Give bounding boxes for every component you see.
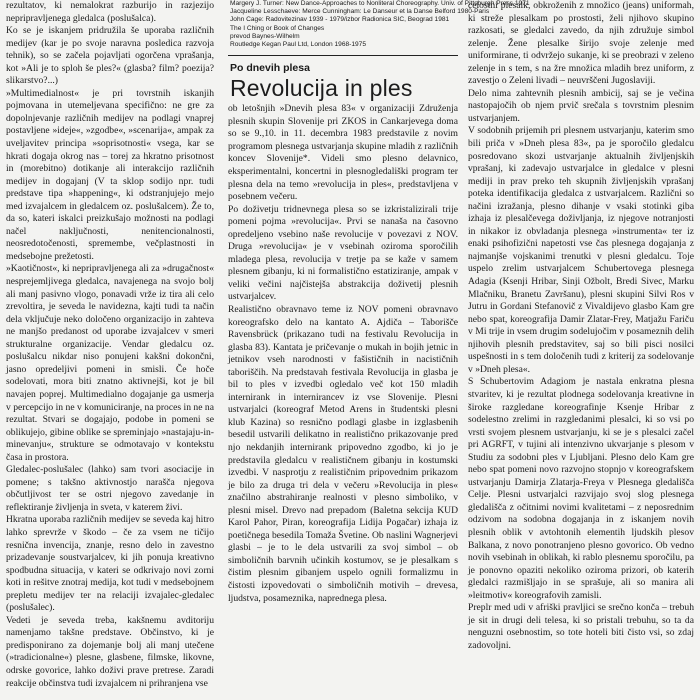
paragraph: ob letošnjih »Dnevih plesa 83« v organizaciji Združenja plesnih skupin Slovenije pri ZKOS in Cankarjevega doma so se 9.,10. in 11. decembra 1983 predstavile z novim programom plesnega ustvarjanja skupine mladih z različnih koncev Slovenije*. Videli smo plesno delavnico, eksperimentalni, koncertni in plesnogledališki program ter plesna dela na temo »revolucija in ples«, predstavljena v posebnem večeru. bbox=[228, 103, 458, 203]
section-divider bbox=[228, 55, 458, 56]
reference-item: The I Ching or Book of Changes bbox=[230, 24, 325, 32]
paragraph: »Multimedialnost« je pri tovrstnih iskanjih pojmovana in utemeljevana specifično: ne gre za dopolnjevanje različnih medijev na podlagi vnaprej postavljene »ideje«, »zgodbe«, »scenarija«, ampak za uveljavitev principa »soprisotnosti« vsega, kar se hkrati dogaja okrog nas – torej za hkratno prisotnost in (morebitno) dotikanje ali interakcijo različnih medijev in dogajanj (V ta sklop sodijo npr. tudi predstave tipa »happening«, ki odstranjujejo mejo med izvajalcem in gledalcem oz. poslušalcem). Že to, da so, kateri iskalci preizkušajo možnosti na podlagi načel naključnosti, nenitencionalnosti, neosredotočenosti, spremembe, večplastnosti in medsebojne prežetosti. bbox=[6, 87, 214, 262]
reference-item: Jacqueline Lesschaeve: Merce Cunningham: Le Danseur et la Danse Belford 1980-Paris bbox=[230, 8, 490, 16]
article-kicker: Po dnevih plesa bbox=[230, 62, 310, 75]
paragraph: Ko se je iskanjem pridružila še uporaba različnih medijev (kar je po svoje naravna posledica razvoja tehnik), so se začela pojavljati ogorčena vprašanja, kot »Ali je to sploh še ples?« (glasba? film? poezija? slikarstvo?...) bbox=[6, 25, 214, 87]
reference-item: prevod Baynes-Wilhelm bbox=[230, 32, 300, 40]
reference-item: Margery J. Turner: New Dance-Approaches to Nonliteral Choreography. Univ. of Pittsburgh Press 1971 bbox=[230, 0, 530, 7]
reference-item: John Cage: Radovitezinav 1939 - 1979/izbor Radionica SIC, Beograd 1981 bbox=[230, 16, 450, 24]
column-right-text bbox=[468, 0, 694, 652]
column-right bbox=[468, 0, 694, 700]
paragraph: Po doživetju tridnevnega plesa so se izkristalizirali trije pomeni pojma »revolucija«. Prvi se nanaša na časovno opredeljeno vsebino naše revolucije v povezavi z NOV. Druga »revolucija« je v vsebinah oziroma sporočilih mladega plesa, revolucija v tretje pa se kaže v samem plesnem gibanju, ki ni formalistično estatiziranje, ampak v veliki večini najčistejša abstrakcija doživetij plesnih ustvarjalcev. bbox=[228, 203, 458, 303]
paragraph: »Kaotičnost«, ki nepripravljenega ali za »drugačnost« nesprejemljivega gledalca, navajenega na svojo bolj ali manj pasivno vlogo, ponavadi vrže iz tira ali celo zrevoltira, je seveda le navidezna, kajti tudi ta način dela vključuje neko določeno organizacijo in zahteva ne manjšo predanost od uporabe izvajalcev v smeri strukturalne organizacije. Vendar gledalcu oz. poslušalcu nikdar niso ponujeni kakšni dokončni, jasno opredeljivi pomeni in smisli. Če hoče sodelovati, mora biti znatno aktivnejši, kot je bil navajen poprej. Multimedialno dogajanje ga usmerja v percepcijo in ne v komuniciranje, na proces in ne na rezultat. Stvari se dogajajo, podobe in pomeni se oblikujejo, gibine oblike se spreminjajo »nastajaju-in-minevanju«, strukture se odmotavajo v kontekstu časa in prostora. bbox=[6, 263, 214, 463]
paragraph: Vedeti je seveda treba, kakšnemu avditoriju namenjamo takšne predstave. Občinstvo, ki je predisponirano za dojemanje bolj ali manj utečene (»tradicionalne«) plesne, glasbene, filmske, likovne, odrske govorice, lahko doživi prave pretrese. Zaradi reakcije občinstva tudi izvajalcem ni prihranjena vse bbox=[6, 614, 214, 689]
paragraph: S Schubertovim Adagiom je nastala enkratna plesna stvaritev, ki je rezultat plodnega sodelovanja kreativne in široke razgledane koreografinje Ksenje Hribar z sodelestno zrelimi in razgledanimi plesalci, ki so vsi po vrsti svojem plesnem ustvarjanju, ki se je s plesalci začel pri AGRFT, v tujini ali intenzivno ukvarjanje s plesom v Studiu za sodobni ples v Ljubljani. Plesno delo Kam gre nebo spat pomeni novo razvojno stopnjo v koreografskem ustvarjanju Damirja Zlatarja-Freya v Plesnega gledališča Celje. Plesni ustvarjalci razvijajo svoj slog plesnega gledališča z očitnimi novimi kvalitetami – z neposrednim odzivom na sodobna dogajanja in z iskanjem novih plesnih oblik v avtohtonih elementih ljudskih plesov Balkana, z novo ponotranjeno plesno govorico. Ob vedno novih vsebinah in oblikah, ki rablo plesnemu sporočilu, pa je ponovno opaziti nekoliko oziroma prizori, ob katerih gledalci razmišljajo in se sprašuje, ali so manira ali »leitmotiv« koreografovih zamisli. bbox=[468, 376, 694, 601]
paragraph: Delo nima zahtevnih plesnih ambicij, saj se je večina nastopajočih ob njem prvič srečala s tovrstnim plesnim ustvarjanjem. bbox=[468, 87, 694, 124]
article-headline: Revolucija in ples bbox=[230, 75, 413, 102]
column-middle-text bbox=[228, 103, 458, 605]
reference-list bbox=[228, 0, 530, 49]
paragraph: V sodobnih prijemih pri plesnem ustvarjanju, katerim smo bili priča v »Dneh plesa 83«, pa je sporočilo gledalcu posredovano skozi ustvarjanje aktualnih življenjskih vprašanj, ki zadevajo ustvarjalce in gledalce v plesni mediji in prav preko teh skupnih življenjskih vprašanj poteka identifikacija gledalca z ustvarjalcem. Različni so načini izražanja, plesno dihanje v vsaki stotinki giba izhaja iz plesalčevega doživljanja, iz njegove notranjosti in nikakor iz obvladanja plesnega »instrumenta« ter iz enaki psihofizični napetosti vse čas plesnega dogajanja z najmanjše vojskanimi trenutki v plesni gledalcu. Toje uspelo zrelim ustvarjalcem Schubertovega plesnega Adagia (Ksenji Hribar, Sinji Ožbolt, Bredi Sivec, Marku Mlačniku, Branetu Završanu), plesni skupini Silvi Ros v Jutru in Gordani Stefanovič z Vivaldijevo glasbo Kam gre nebo spat, koreografija Damir Zlatar-Frey, Matjažu Fariču v Mi trije in vsem drugim sodelujočim v posameznih delih njihovih plesnih predstavitev, saj so bili pisci nosilci uspešnosti in s tem določenih tudi z kriterij za sodelovanje v »Dneh plesa«. bbox=[468, 125, 694, 375]
paragraph: celostni plesalk, obkroženih z množico (jeans) uniformah, ki streže plesalkam po prostosti, želi njihovo skupino razkosati, se gledalci zavedo, da njih združuje simbol zelenje. Žene plesalke širijo svoje zelenje med uniformirane, ti odvržejo sukanje, ki se preobrazi v zeleno zelenje in s tem, s na žre množica mladih brez uniform, z zavestjo o Zeleni livadi – neuvrščeni Jugoslaviji. bbox=[468, 0, 694, 87]
paragraph: Gledalec-poslušalec (lahko) sam tvori asociacije in pomene; s takšno aktivnostjo narašča njegova občutljivost ter se ostri njegovo zavedanje in reflektiranje življenja in sveta, v katerem živi. bbox=[6, 464, 214, 513]
reference-item: Routledge Kegan Paul Ltd, London 1968-1975 bbox=[230, 41, 367, 49]
column-left bbox=[6, 0, 214, 700]
paragraph: Hkratna uporaba različnih medijev se seveda kaj hitro lahko sprevrže v škodo – če za vsem ne tičijo resnična invencija, znanje, resno delo in zavestno prizadevanje soustvarjalcev, ki jih ponuja kreativno spodbudna situacija, v kateri se odkrivajo novi zorni koti in rešitve znotraj medija, kot tudi v medsebojnem prepletu medijev ter na relaciji izvajalec-gledalec (poslušalec). bbox=[6, 514, 214, 614]
column-middle bbox=[228, 0, 530, 700]
paragraph: Preplr med udi v afriški pravljici se srečno konča – trebuh je sit in drugi deli telesa, ki so pristali trebuhu, so ta da nenguzni osebnostim, so tote hoteli biti čisto vsi, so zdaj zadovoljni. bbox=[468, 602, 694, 651]
paragraph: Realistično obravnavo teme iz NOV pomeni obravnavo koreografsko delo na kantato A. Ajdiča – Taboriščе Ravensbrück (prikazano tudi na festivalu Revolucija in glasba 83). Kantata je pričevanje o mukah in bojih jetnic in jetnikov vseh narodnosti v fašističnih in nacističnih taboriščih. Na predstavah festivala Revolucija in glasba je bil to ples v izvedbi ogledalo več kot 150 mladih internirank in internirancev iz vse Slovenije. Plesni ustvarjalci (koreograf Metod Arens in študentski plesni klub Kazina) so resnično podlagi glasbe in izglasbenih besedil ustvarili delikatno in realistično prikazovanje pred njo nekdanjih internirank pripovedno zgodbo, ki jo je predstavila gledalcu v realističnem gibanju in kostumski izvedbi. V nasprotju z realističnim pripovednim prikazom je bilo za druga tri dela v večeru »Revolucija in ples« značilno abstrahiranje realnosti v plesno simboliko, v plesni misel. Drevo nad prepadom (Baletna sekcija KUD Karol Pahor, Piran, koreografija Lidija Pogačar) izhaja iz poetičnega besedila Tomaža Švetine. Ob naslini Wagnerjevi glasbi – je to le dela ustvarili za svoj simbol – ob simboličnih barvnih učinkih kostumov, se je plesalkam s čistim plesnim gibanjem uspelo ognili formalizmu in čistosti izpovedovati o simboličnih motivih – drevesa, ljudstva, posameznika, naprednega plesa. bbox=[228, 303, 458, 604]
column-left-text bbox=[6, 0, 214, 690]
paragraph: rezultatov, ki nemalokrat razburijo in razjezijo nepripravljenega gledalca (poslušalca). bbox=[6, 0, 214, 24]
